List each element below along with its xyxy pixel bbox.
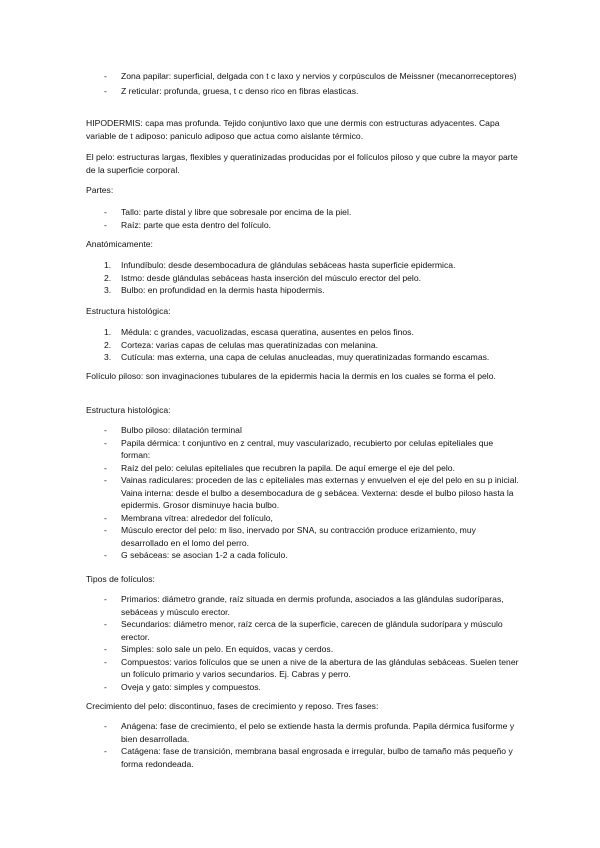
tipos-heading: Tipos de folículos: — [86, 574, 155, 584]
list-item-text: Oveja y gato: simples y compuestos. — [121, 681, 261, 692]
bullet-dash: - — [104, 746, 107, 756]
list-item-text: Tallo: parte distal y libre que sobresale por encima de la piel. — [121, 207, 352, 217]
list-item — [0, 549, 521, 562]
list-item — [0, 462, 521, 475]
list-item-text: Bulbo: en profundidad en la dermis hasta hipodermis. — [121, 285, 325, 295]
bullet-dash: - — [104, 681, 107, 692]
list-item-text: Papila dérmica: t conjuntivo en z central, muy vascularizado, recubierto por celulas epiteliales que forman: — [121, 437, 494, 460]
bullet-dash: - — [104, 207, 107, 217]
list-item-text: Infundíbulo: desde desembocadura de glándulas sebáceas hasta superficie epidermica. — [121, 260, 456, 270]
partes-heading: Partes: — [86, 185, 114, 195]
list-item — [0, 437, 521, 462]
list-item-text: Zona papilar: superficial, delgada con t c laxo y nervios y corpúsculos de Meissner (mecanorreceptores) — [121, 71, 517, 81]
estructura-list-2 — [0, 424, 600, 562]
bullet-dash: - — [104, 425, 107, 435]
list-item-text: G sebáceas: se asocian 1-2 a cada folículo. — [121, 550, 288, 560]
list-item-text: Anágena: fase de crecimiento, el pelo se extiende hasta la dermis profunda. Papila dérmica fusiforme y bien desarrollada. — [121, 721, 515, 744]
bullet-dash: - — [104, 512, 107, 523]
list-item-text: Catágena: fase de transición, membrana basal engrosada e irregular, bulbo de tamaño más pequeño y forma redondeada. — [121, 746, 513, 769]
list-item — [0, 681, 521, 694]
estructura-list-1 — [0, 326, 600, 364]
list-item-text: Secundarios: diámetro menor, raíz cerca de la superficie, carecen de glándula sudoríparа y músculo erector. — [121, 619, 503, 642]
list-number: 3. — [104, 352, 112, 362]
list-item-text: Músculo erector del pelo: m liso, inervado por SNA, su contracción produce erizamiento, muy desarrollado en el lomo del perro. — [121, 525, 476, 548]
list-item-text: Istmo: desde glándulas sebáceas hasta inserción del músculo erector del pelo. — [121, 272, 422, 283]
crecimiento-list — [0, 720, 600, 770]
anatomicamente-list — [0, 259, 600, 297]
list-item — [0, 474, 521, 512]
list-number: 1. — [104, 260, 112, 270]
bullet-dash: - — [104, 219, 107, 230]
list-item-text: Raíz: parte que esta dentro del folículo. — [121, 219, 272, 230]
zona-list — [0, 70, 600, 97]
bullet-dash: - — [104, 656, 107, 667]
foliculo-paragraph: Folículo piloso: son invaginaciones tubulares de la epidermis hacia la dermis en los cuales se forma el pelo. — [86, 371, 496, 381]
list-number: 1. — [104, 327, 112, 337]
partes-list — [0, 206, 600, 231]
list-item — [0, 85, 521, 98]
list-item-text: Médula: c grandes, vacuolizadas, escasa queratina, ausentes en pelos finos. — [121, 327, 414, 337]
list-item-text: Cutícula: mas externa, una capa de celulas anucleadas, muy queratinizadas formando escamas. — [121, 352, 490, 362]
list-item — [0, 259, 521, 272]
estructura-heading-2: Estructura histológica: — [86, 405, 171, 415]
bullet-dash: - — [104, 721, 107, 731]
bullet-dash: - — [104, 619, 107, 629]
bullet-dash: - — [104, 550, 107, 560]
list-item — [0, 351, 521, 364]
list-item-text: Raíz del pelo: celulas epiteliales que recubren la papila. De aquí emerge el eje del pelo. — [121, 462, 455, 473]
list-item — [0, 524, 521, 549]
list-item — [0, 618, 521, 643]
list-item — [0, 745, 521, 770]
list-item — [0, 593, 521, 618]
bullet-dash: - — [104, 475, 107, 485]
bullet-dash: - — [104, 437, 107, 448]
bullet-dash: - — [104, 71, 107, 81]
list-item-text: Vainas radiculares: proceden de las c epiteliales mas externas y envuelven el eje del pelo en su p inicial. Vaina interna: desde el bulbo a desembocadura de g sebácea. Vexterna: desde el bulbo piloso hasta la epidermis. Grosor disminuye hacia bulbo. — [121, 475, 519, 510]
list-item — [0, 206, 521, 219]
bullet-dash: - — [104, 644, 107, 654]
list-item-text: Z reticular: profunda, gruesa, t c denso rico en fibras elasticas. — [121, 85, 359, 96]
list-item-text: Compuestos: varios folículos que se unen a nive de la abertura de las glándulas sebáceas. Suelen tener un folículo primario y varios secundarios. Ej. Cabras y perro. — [121, 656, 519, 679]
pelo-paragraph: El pelo: estructuras largas, flexibles y queratinizadas producidas por el folículos piloso y que cubre la mayor parte de la superficie corporal. — [86, 152, 518, 175]
list-item — [0, 424, 521, 437]
bullet-dash: - — [104, 85, 107, 96]
list-number: 3. — [104, 285, 112, 295]
list-item — [0, 272, 521, 285]
list-item — [0, 219, 521, 232]
list-item — [0, 284, 521, 297]
tipos-list — [0, 593, 600, 693]
bullet-dash: - — [104, 525, 107, 535]
list-item-text: Corteza: varias capas de celulas mas queratinizadas con melanina. — [121, 339, 378, 350]
list-item — [0, 339, 521, 352]
list-item-text: Membrana vítrea: alrededor del folículo, — [121, 512, 273, 523]
list-number: 2. — [104, 272, 112, 283]
estructura-heading-1: Estructura histológica: — [86, 306, 171, 316]
crecimiento-paragraph: Crecimiento del pelo: discontinuo, fases de crecimiento y reposo. Tres fases: — [86, 701, 379, 711]
list-item — [0, 720, 521, 745]
hipodermis-paragraph: HIPODERMIS: capa mas profunda. Tejido conjuntivo laxo que une dermis con estructuras adyacentes. Capa variable de t adiposo: paniculo adiposo que actua como aislante térmico. — [86, 118, 500, 141]
list-item — [0, 643, 521, 656]
list-item-text: Primarios: diámetro grande, raíz situada en dermis profunda, asociados a las glándulas sudoríparas, sebáceas y músculo erector. — [121, 594, 504, 617]
bullet-dash: - — [104, 462, 107, 473]
list-number: 2. — [104, 339, 112, 350]
list-item — [0, 326, 521, 339]
list-item — [0, 512, 521, 525]
list-item — [0, 70, 521, 83]
list-item-text: Simples: solo sale un pelo. En equidos, vacas y cerdos. — [121, 644, 334, 654]
list-item — [0, 656, 521, 681]
list-item-text: Bulbo piloso: dilatación terminal — [121, 425, 242, 435]
bullet-dash: - — [104, 594, 107, 604]
anatomicamente-heading: Anatómicamente: — [86, 239, 153, 249]
